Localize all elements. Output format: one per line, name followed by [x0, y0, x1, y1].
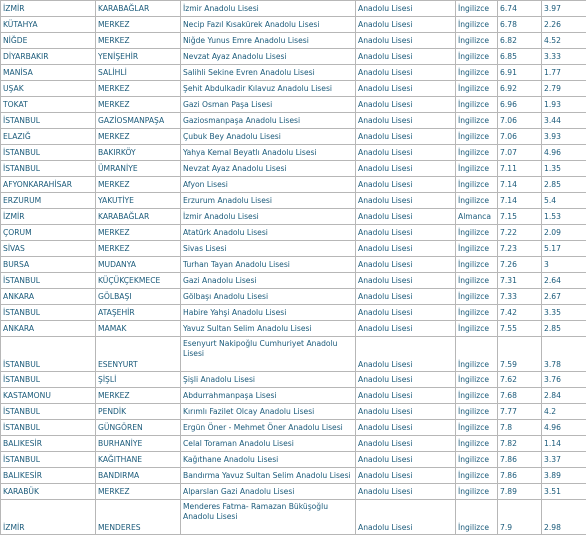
district-cell: MENDERES [96, 500, 181, 535]
city-cell: İZMİR [1, 500, 96, 535]
school-name-cell: Gazi Anadolu Lisesi [181, 273, 356, 289]
table-row [1, 388, 586, 404]
score-2-cell: 3.76 [542, 372, 586, 388]
city-cell: ELAZIĞ [1, 129, 96, 145]
table-row [1, 145, 586, 161]
district-cell: GÖLBAŞI [96, 289, 181, 305]
district-cell: KÜÇÜKÇEKMECE [96, 273, 181, 289]
city-cell: ERZURUM [1, 193, 96, 209]
score-1-cell: 6.85 [498, 49, 542, 65]
score-2-cell: 4.96 [542, 420, 586, 436]
score-2-cell: 2.98 [542, 500, 586, 535]
language-cell: İngilizce [456, 33, 498, 49]
score-2-cell: 2.84 [542, 388, 586, 404]
table-row [1, 500, 586, 535]
score-2-cell: 3.89 [542, 468, 586, 484]
school-name-cell: Gazi Osman Paşa Lisesi [181, 97, 356, 113]
language-cell: İngilizce [456, 65, 498, 81]
city-cell: İSTANBUL [1, 337, 96, 372]
table-row [1, 97, 586, 113]
school-type-cell: Anadolu Lisesi [356, 209, 456, 225]
school-type-cell: Anadolu Lisesi [356, 305, 456, 321]
city-cell: KASTAMONU [1, 388, 96, 404]
district-cell: BAKIRKÖY [96, 145, 181, 161]
score-1-cell: 6.96 [498, 97, 542, 113]
language-cell: İngilizce [456, 257, 498, 273]
score-1-cell: 7.77 [498, 404, 542, 420]
score-2-cell: 4.96 [542, 145, 586, 161]
school-name-cell: Ergün Öner - Mehmet Öner Anadolu Lisesi [181, 420, 356, 436]
table-row [1, 49, 586, 65]
city-cell: NİĞDE [1, 33, 96, 49]
language-cell: İngilizce [456, 145, 498, 161]
city-cell: BALIKESİR [1, 436, 96, 452]
city-cell: İSTANBUL [1, 452, 96, 468]
city-cell: İZMİR [1, 1, 96, 17]
table-row [1, 17, 586, 33]
score-2-cell: 2.67 [542, 289, 586, 305]
school-type-cell: Anadolu Lisesi [356, 321, 456, 337]
language-cell: İngilizce [456, 225, 498, 241]
score-2-cell: 2.64 [542, 273, 586, 289]
score-1-cell: 7.06 [498, 113, 542, 129]
language-cell: İngilizce [456, 372, 498, 388]
district-cell: KAĞITHANE [96, 452, 181, 468]
score-2-cell: 5.4 [542, 193, 586, 209]
district-cell: PENDİK [96, 404, 181, 420]
city-cell: BALIKESİR [1, 468, 96, 484]
city-cell: AFYONKARAHİSAR [1, 177, 96, 193]
score-1-cell: 7.89 [498, 484, 542, 500]
district-cell: ÜMRANİYE [96, 161, 181, 177]
school-type-cell: Anadolu Lisesi [356, 289, 456, 305]
school-type-cell: Anadolu Lisesi [356, 145, 456, 161]
school-type-cell: Anadolu Lisesi [356, 129, 456, 145]
language-cell: İngilizce [456, 484, 498, 500]
school-type-cell: Anadolu Lisesi [356, 452, 456, 468]
school-type-cell: Anadolu Lisesi [356, 33, 456, 49]
city-cell: ÇORUM [1, 225, 96, 241]
school-type-cell: Anadolu Lisesi [356, 1, 456, 17]
language-cell: İngilizce [456, 388, 498, 404]
score-1-cell: 6.91 [498, 65, 542, 81]
table-row [1, 65, 586, 81]
school-type-cell: Anadolu Lisesi [356, 404, 456, 420]
language-cell: İngilizce [456, 81, 498, 97]
score-1-cell: 7.62 [498, 372, 542, 388]
school-type-cell: Anadolu Lisesi [356, 193, 456, 209]
table-row [1, 484, 586, 500]
district-cell: ŞİŞLİ [96, 372, 181, 388]
score-1-cell: 7.86 [498, 452, 542, 468]
language-cell: İngilizce [456, 113, 498, 129]
table-row [1, 209, 586, 225]
school-type-cell: Anadolu Lisesi [356, 420, 456, 436]
score-1-cell: 7.42 [498, 305, 542, 321]
school-name-cell: İzmir Anadolu Lisesi [181, 1, 356, 17]
school-type-cell: Anadolu Lisesi [356, 388, 456, 404]
score-2-cell: 3.37 [542, 452, 586, 468]
district-cell: MERKEZ [96, 33, 181, 49]
city-cell: BURSA [1, 257, 96, 273]
language-cell: İngilizce [456, 273, 498, 289]
score-2-cell: 1.93 [542, 97, 586, 113]
language-cell: İngilizce [456, 97, 498, 113]
language-cell: İngilizce [456, 420, 498, 436]
score-2-cell: 3.44 [542, 113, 586, 129]
score-2-cell: 4.52 [542, 33, 586, 49]
language-cell: İngilizce [456, 321, 498, 337]
district-cell: KARABAĞLAR [96, 209, 181, 225]
score-1-cell: 6.78 [498, 17, 542, 33]
table-row [1, 161, 586, 177]
district-cell: MERKEZ [96, 97, 181, 113]
score-1-cell: 7.14 [498, 193, 542, 209]
school-name-cell: Gaziosmanpaşa Anadolu Lisesi [181, 113, 356, 129]
school-name-cell: Alparslan Gazi Anadolu Lisesi [181, 484, 356, 500]
score-2-cell: 3.51 [542, 484, 586, 500]
table-row [1, 177, 586, 193]
language-cell: İngilizce [456, 241, 498, 257]
district-cell: GAZİOSMANPAŞA [96, 113, 181, 129]
school-type-cell: Anadolu Lisesi [356, 372, 456, 388]
score-2-cell: 2.85 [542, 321, 586, 337]
score-1-cell: 6.82 [498, 33, 542, 49]
table-row [1, 81, 586, 97]
district-cell: MERKEZ [96, 241, 181, 257]
district-cell: ESENYURT [96, 337, 181, 372]
school-name-cell: Kağıthane Anadolu Lisesi [181, 452, 356, 468]
table-row [1, 257, 586, 273]
table-row [1, 337, 586, 372]
district-cell: MERKEZ [96, 484, 181, 500]
table-row [1, 193, 586, 209]
district-cell: YENİŞEHİR [96, 49, 181, 65]
city-cell: İSTANBUL [1, 305, 96, 321]
school-type-cell: Anadolu Lisesi [356, 436, 456, 452]
city-cell: DİYARBAKIR [1, 49, 96, 65]
school-type-cell: Anadolu Lisesi [356, 500, 456, 535]
language-cell: İngilizce [456, 161, 498, 177]
school-type-cell: Anadolu Lisesi [356, 113, 456, 129]
score-1-cell: 7.8 [498, 420, 542, 436]
score-1-cell: 7.26 [498, 257, 542, 273]
district-cell: BURHANİYE [96, 436, 181, 452]
table-row [1, 372, 586, 388]
language-cell: İngilizce [456, 1, 498, 17]
school-type-cell: Anadolu Lisesi [356, 225, 456, 241]
city-cell: İSTANBUL [1, 161, 96, 177]
language-cell: İngilizce [456, 305, 498, 321]
table-row [1, 321, 586, 337]
school-name-cell: Esenyurt Nakipoğlu Cumhuriyet Anadolu Lisesi [181, 337, 356, 372]
school-name-cell: Habire Yahşi Anadolu Lisesi [181, 305, 356, 321]
table-row [1, 404, 586, 420]
score-2-cell: 2.79 [542, 81, 586, 97]
table-row [1, 273, 586, 289]
language-cell: İngilizce [456, 129, 498, 145]
score-2-cell: 3.97 [542, 1, 586, 17]
school-name-cell: Turhan Tayan Anadolu Lisesi [181, 257, 356, 273]
school-name-cell: Menderes Fatma- Ramazan Büküşoğlu Anadolu Lisesi [181, 500, 356, 535]
score-2-cell: 5.17 [542, 241, 586, 257]
language-cell: İngilizce [456, 404, 498, 420]
school-name-cell: Abdurrahmanpaşa Lisesi [181, 388, 356, 404]
school-name-cell: Celal Toraman Anadolu Lisesi [181, 436, 356, 452]
table-row [1, 468, 586, 484]
school-type-cell: Anadolu Lisesi [356, 484, 456, 500]
school-name-cell: Atatürk Anadolu Lisesi [181, 225, 356, 241]
score-1-cell: 7.14 [498, 177, 542, 193]
district-cell: ATAŞEHİR [96, 305, 181, 321]
school-type-cell: Anadolu Lisesi [356, 468, 456, 484]
school-type-cell: Anadolu Lisesi [356, 257, 456, 273]
score-2-cell: 3 [542, 257, 586, 273]
score-2-cell: 2.85 [542, 177, 586, 193]
school-name-cell: Afyon Lisesi [181, 177, 356, 193]
language-cell: İngilizce [456, 452, 498, 468]
district-cell: MUDANYA [96, 257, 181, 273]
score-2-cell: 1.77 [542, 65, 586, 81]
score-2-cell: 3.93 [542, 129, 586, 145]
school-name-cell: Erzurum Anadolu Lisesi [181, 193, 356, 209]
score-1-cell: 7.31 [498, 273, 542, 289]
school-name-cell: Sivas Lisesi [181, 241, 356, 257]
score-2-cell: 1.14 [542, 436, 586, 452]
score-1-cell: 7.23 [498, 241, 542, 257]
language-cell: İngilizce [456, 468, 498, 484]
school-type-cell: Anadolu Lisesi [356, 177, 456, 193]
district-cell: BANDIRMA [96, 468, 181, 484]
score-1-cell: 7.22 [498, 225, 542, 241]
school-type-cell: Anadolu Lisesi [356, 337, 456, 372]
language-cell: İngilizce [456, 289, 498, 305]
district-cell: SALİHLİ [96, 65, 181, 81]
school-table-body [1, 1, 586, 535]
school-name-cell: Yavuz Sultan Selim Anadolu Lisesi [181, 321, 356, 337]
city-cell: İSTANBUL [1, 273, 96, 289]
score-1-cell: 7.68 [498, 388, 542, 404]
school-type-cell: Anadolu Lisesi [356, 81, 456, 97]
school-name-cell: Çubuk Bey Anadolu Lisesi [181, 129, 356, 145]
score-2-cell: 3.78 [542, 337, 586, 372]
score-2-cell: 3.33 [542, 49, 586, 65]
school-type-cell: Anadolu Lisesi [356, 17, 456, 33]
score-1-cell: 7.55 [498, 321, 542, 337]
district-cell: MAMAK [96, 321, 181, 337]
score-1-cell: 7.86 [498, 468, 542, 484]
school-type-cell: Anadolu Lisesi [356, 241, 456, 257]
city-cell: KÜTAHYA [1, 17, 96, 33]
score-1-cell: 7.59 [498, 337, 542, 372]
city-cell: İZMİR [1, 209, 96, 225]
district-cell: MERKEZ [96, 129, 181, 145]
school-name-cell: Nevzat Ayaz Anadolu Lisesi [181, 49, 356, 65]
score-1-cell: 6.92 [498, 81, 542, 97]
city-cell: İSTANBUL [1, 145, 96, 161]
table-row [1, 113, 586, 129]
city-cell: KARABÜK [1, 484, 96, 500]
school-name-cell: Şehit Abdulkadir Kılavuz Anadolu Lisesi [181, 81, 356, 97]
score-2-cell: 1.53 [542, 209, 586, 225]
language-cell: Almanca [456, 209, 498, 225]
district-cell: YAKUTİYE [96, 193, 181, 209]
table-row [1, 241, 586, 257]
school-name-cell: Necip Fazıl Kısakürek Anadolu Lisesi [181, 17, 356, 33]
school-name-cell: Salihli Sekine Evren Anadolu Lisesi [181, 65, 356, 81]
table-row [1, 420, 586, 436]
table-row [1, 305, 586, 321]
school-name-cell: Niğde Yunus Emre Anadolu Lisesi [181, 33, 356, 49]
score-2-cell: 2.26 [542, 17, 586, 33]
district-cell: MERKEZ [96, 177, 181, 193]
score-1-cell: 7.82 [498, 436, 542, 452]
school-name-cell: Gölbaşı Anadolu Lisesi [181, 289, 356, 305]
city-cell: SİVAS [1, 241, 96, 257]
score-1-cell: 7.07 [498, 145, 542, 161]
school-name-cell: İzmir Anadolu Lisesi [181, 209, 356, 225]
table-row [1, 452, 586, 468]
table-row [1, 33, 586, 49]
city-cell: UŞAK [1, 81, 96, 97]
school-type-cell: Anadolu Lisesi [356, 49, 456, 65]
score-1-cell: 7.9 [498, 500, 542, 535]
score-1-cell: 7.15 [498, 209, 542, 225]
school-name-cell: Nevzat Ayaz Anadolu Lisesi [181, 161, 356, 177]
score-1-cell: 6.74 [498, 1, 542, 17]
district-cell: KARABAĞLAR [96, 1, 181, 17]
city-cell: ANKARA [1, 289, 96, 305]
score-2-cell: 4.2 [542, 404, 586, 420]
city-cell: TOKAT [1, 97, 96, 113]
score-1-cell: 7.11 [498, 161, 542, 177]
city-cell: MANİSA [1, 65, 96, 81]
table-row [1, 1, 586, 17]
school-name-cell: Kırımlı Fazilet Olcay Anadolu Lisesi [181, 404, 356, 420]
score-2-cell: 1.35 [542, 161, 586, 177]
score-2-cell: 2.09 [542, 225, 586, 241]
school-type-cell: Anadolu Lisesi [356, 161, 456, 177]
district-cell: MERKEZ [96, 81, 181, 97]
school-type-cell: Anadolu Lisesi [356, 273, 456, 289]
language-cell: İngilizce [456, 177, 498, 193]
school-name-cell: Yahya Kemal Beyatlı Anadolu Lisesi [181, 145, 356, 161]
table-row [1, 436, 586, 452]
table-row [1, 129, 586, 145]
language-cell: İngilizce [456, 17, 498, 33]
district-cell: GÜNGÖREN [96, 420, 181, 436]
city-cell: İSTANBUL [1, 404, 96, 420]
city-cell: ANKARA [1, 321, 96, 337]
school-name-cell: Şişli Anadolu Lisesi [181, 372, 356, 388]
city-cell: İSTANBUL [1, 372, 96, 388]
city-cell: İSTANBUL [1, 420, 96, 436]
school-type-cell: Anadolu Lisesi [356, 97, 456, 113]
language-cell: İngilizce [456, 49, 498, 65]
language-cell: İngilizce [456, 500, 498, 535]
language-cell: İngilizce [456, 337, 498, 372]
score-2-cell: 3.35 [542, 305, 586, 321]
district-cell: MERKEZ [96, 225, 181, 241]
district-cell: MERKEZ [96, 388, 181, 404]
district-cell: MERKEZ [96, 17, 181, 33]
score-1-cell: 7.06 [498, 129, 542, 145]
school-type-cell: Anadolu Lisesi [356, 65, 456, 81]
language-cell: İngilizce [456, 436, 498, 452]
score-1-cell: 7.33 [498, 289, 542, 305]
city-cell: İSTANBUL [1, 113, 96, 129]
table-row [1, 289, 586, 305]
school-name-cell: Bandırma Yavuz Sultan Selim Anadolu Lisesi [181, 468, 356, 484]
table-row [1, 225, 586, 241]
language-cell: İngilizce [456, 193, 498, 209]
